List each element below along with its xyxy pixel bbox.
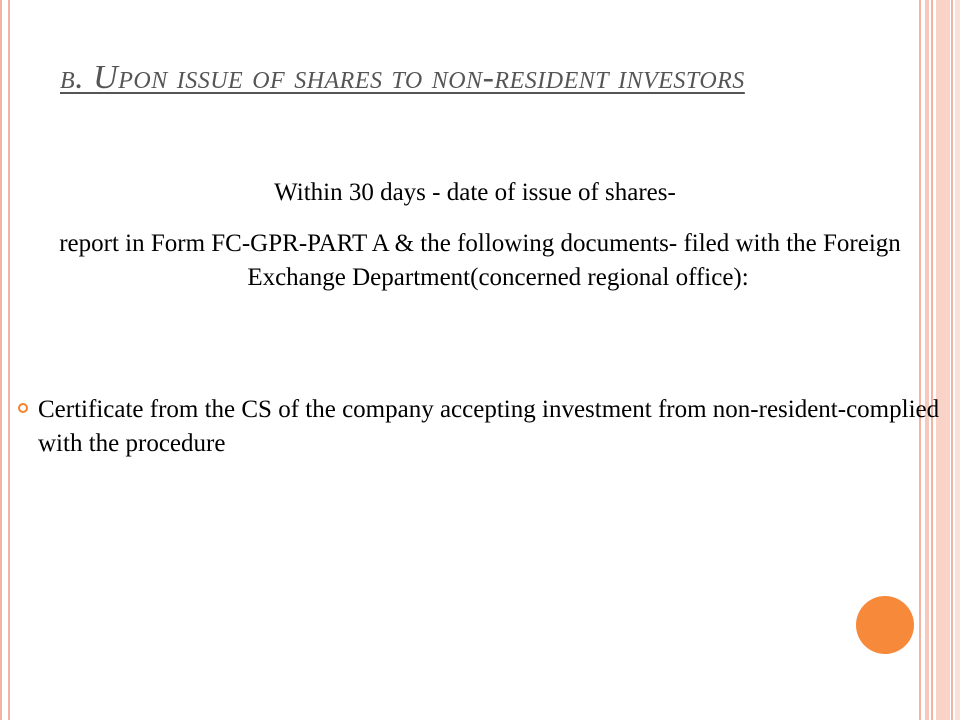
- body-paragraph-deadline: Within 30 days - date of issue of shares-: [274, 179, 676, 206]
- bullet-text: Certificate from the CS of the company accepting investment from non-resident-complied with the procedure: [38, 396, 940, 457]
- hollow-circle-bullet-icon: [18, 403, 28, 413]
- slide-title: b. Upon issue of shares to non-resident investors: [60, 59, 745, 96]
- right-border-stripe: [936, 0, 950, 720]
- orange-circle-icon: [856, 596, 914, 654]
- body-paragraph-report: report in Form FC-GPR-PART A & the following documents- filed with the Foreign Exchange Department(concerned regional office):: [59, 230, 901, 291]
- bullet-list-item: [10, 393, 940, 461]
- right-border-stripe: [931, 0, 933, 720]
- right-border-stripe: [951, 0, 953, 720]
- right-border-stripe: [919, 0, 921, 720]
- right-border-stripe: [925, 0, 929, 720]
- right-border-stripe: [955, 0, 960, 720]
- left-border-frame: [0, 0, 10, 720]
